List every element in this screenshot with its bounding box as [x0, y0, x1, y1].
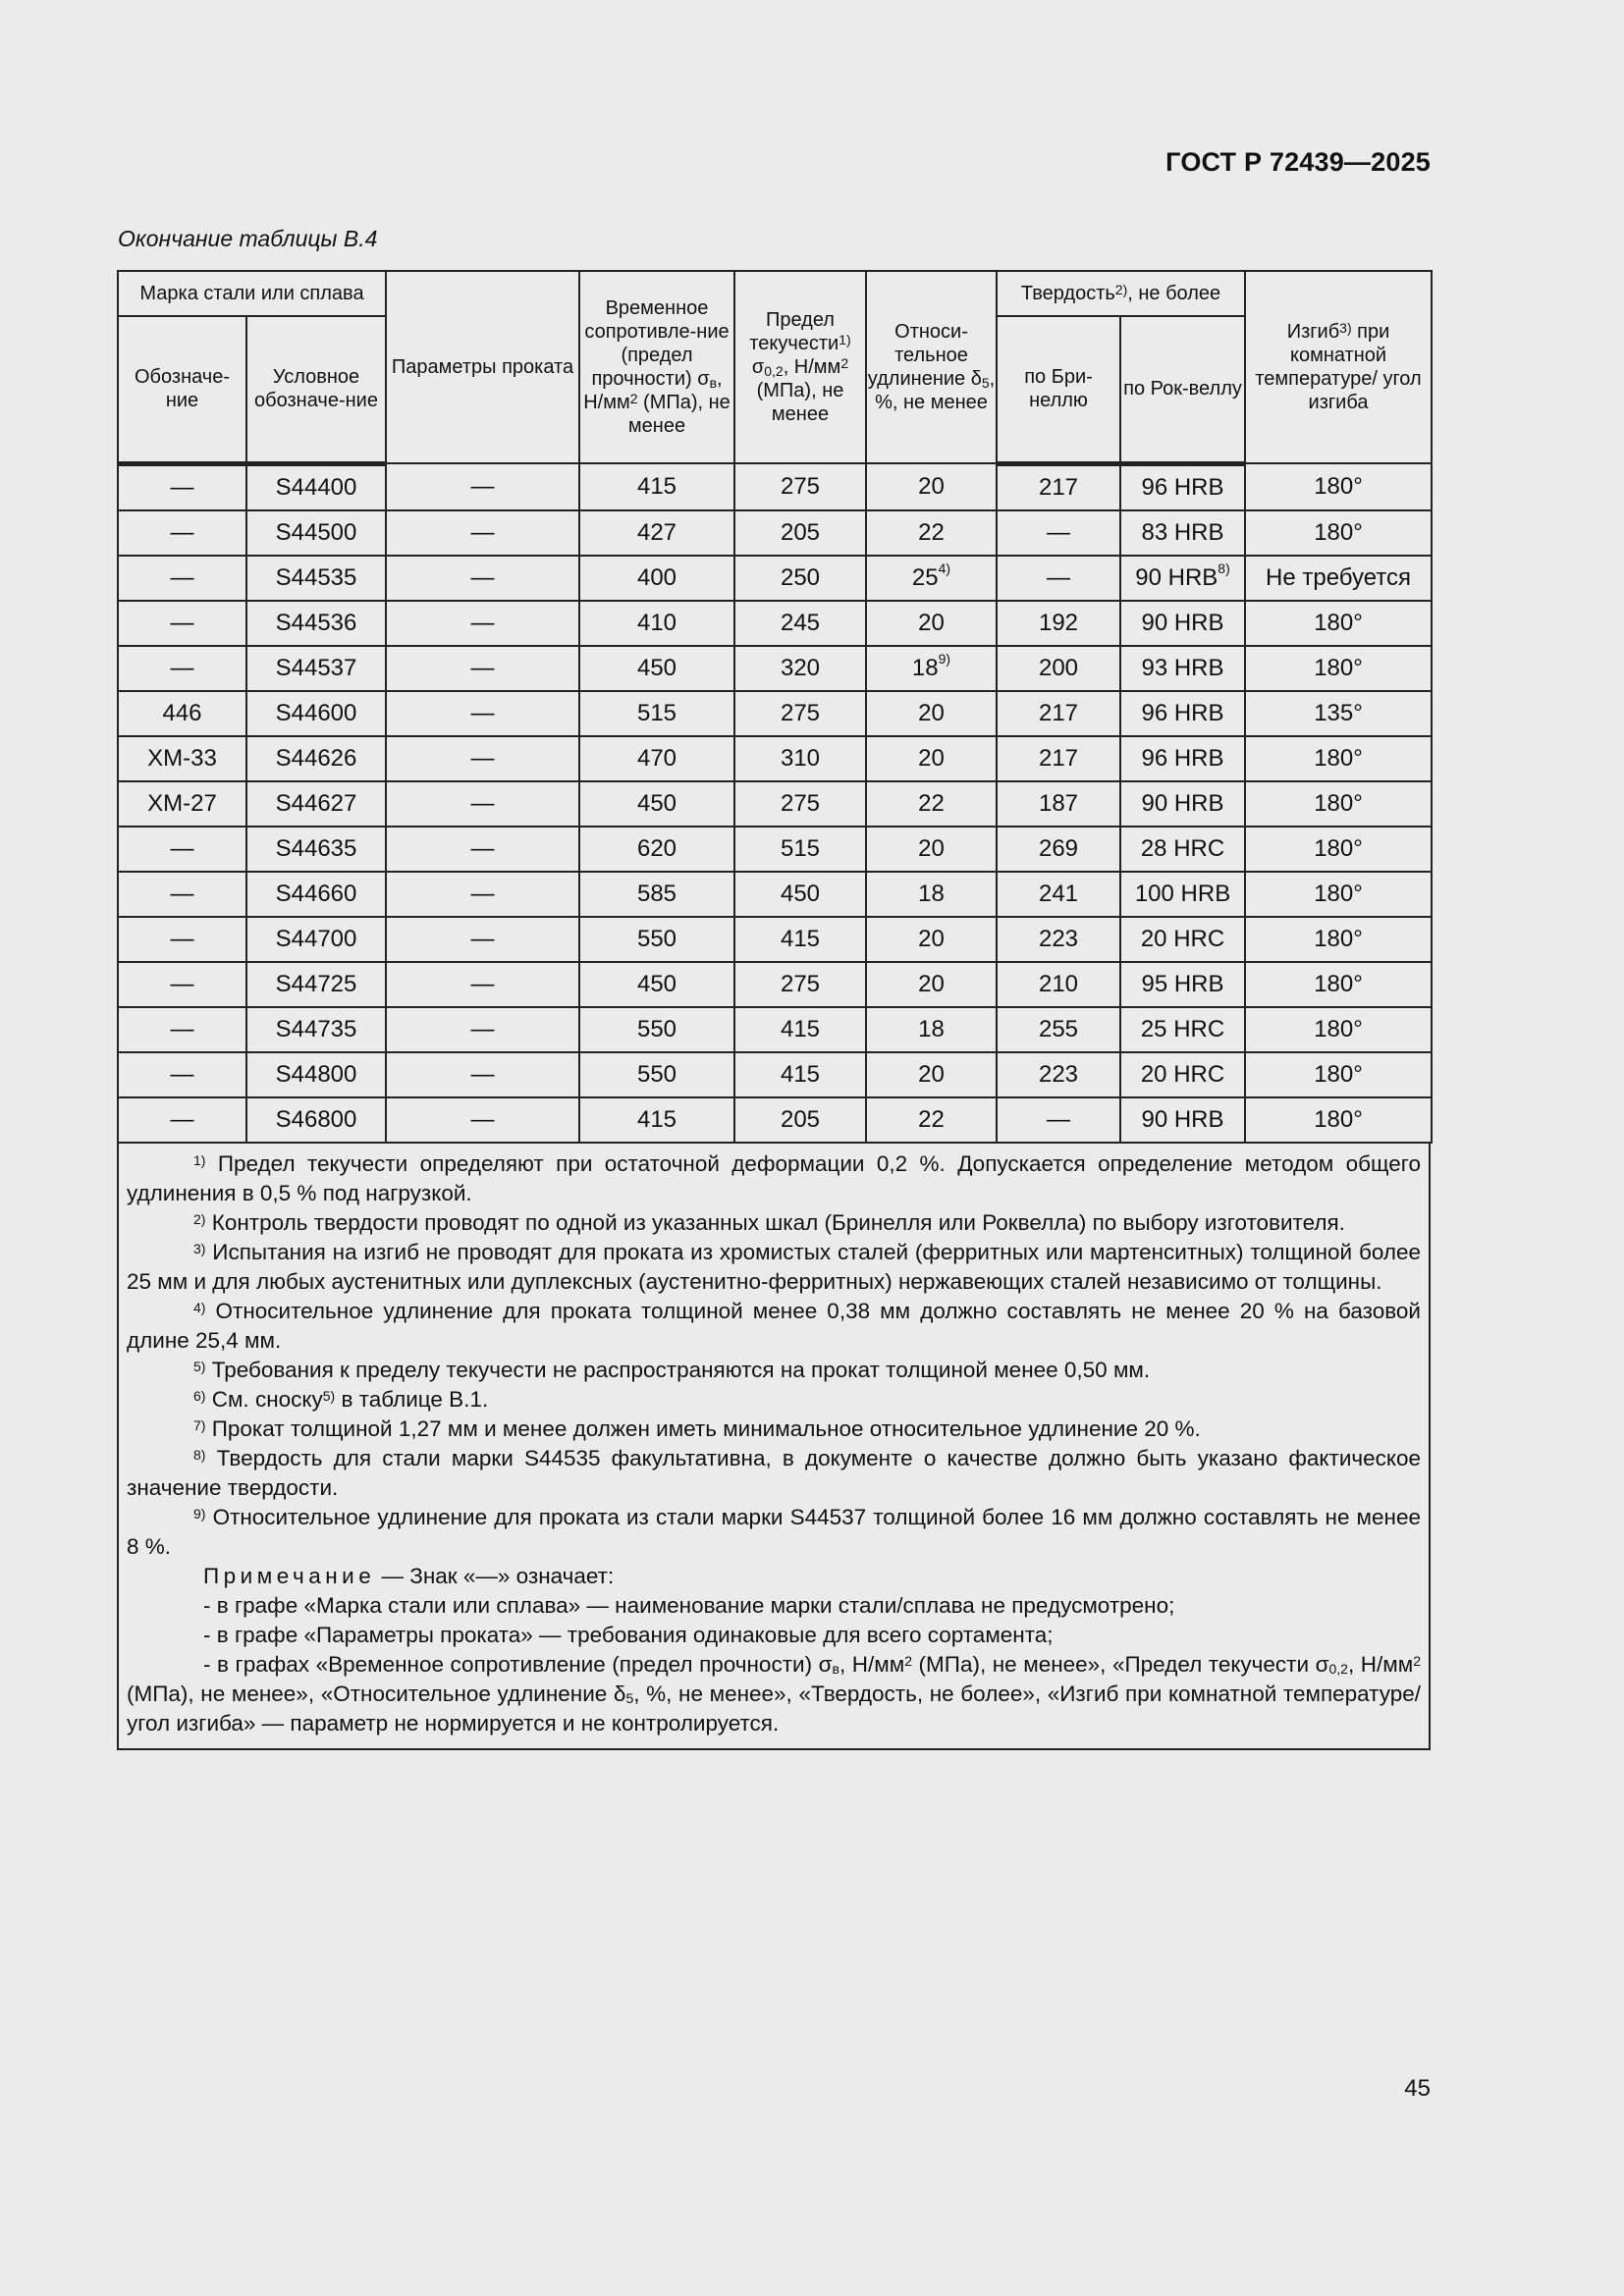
table-cell: 22 [866, 1097, 997, 1143]
table-cell: — [386, 962, 579, 1007]
table-cell: 83 HRB [1120, 510, 1245, 556]
table-cell: 446 [118, 691, 246, 736]
table-cell: S44500 [246, 510, 386, 556]
table-cell: 180° [1245, 1097, 1432, 1143]
table-cell: 515 [579, 691, 734, 736]
table-cell: 22 [866, 781, 997, 827]
table-cell: — [386, 917, 579, 962]
note-intro: — Знак «—» означает: [375, 1563, 615, 1588]
table-cell: XM-33 [118, 736, 246, 781]
table-cell: 22 [866, 510, 997, 556]
table-cell: — [118, 1097, 246, 1143]
table-cell: — [118, 1007, 246, 1052]
table-cell: 217 [997, 463, 1120, 510]
table-cell: 180° [1245, 872, 1432, 917]
table-cell: 90 HRB [1120, 601, 1245, 646]
table-cell: Не требуется [1245, 556, 1432, 601]
table-cell: — [386, 463, 579, 510]
table-cell: 415 [734, 1052, 866, 1097]
table-cell: — [118, 872, 246, 917]
table-cell: — [386, 601, 579, 646]
table-cell: 200 [997, 646, 1120, 691]
table-cell: 20 [866, 917, 997, 962]
table-cell: 255 [997, 1007, 1120, 1052]
table-cell: 20 [866, 736, 997, 781]
table-cell: 180° [1245, 510, 1432, 556]
table-cell: 550 [579, 1007, 734, 1052]
table-cell: — [386, 691, 579, 736]
table-row [118, 691, 1432, 736]
table-cell: 96 HRB [1120, 463, 1245, 510]
table-cell: S44535 [246, 556, 386, 601]
table-row [118, 781, 1432, 827]
header-hardness: Твердость$^{2)}$, не более [997, 271, 1245, 316]
footnote: $^{3)}$ Испытания на изгиб не проводят для проката из хромистых сталей (ферритных или мартенситных) толщиной более 25 мм и для любых аустенитных или дуплексных (аустенитно-ферритных) нержавеющих сталей независимо от толщины. [127, 1239, 1422, 1294]
table-cell: 223 [997, 917, 1120, 962]
table-cell: S44700 [246, 917, 386, 962]
table-cell: — [118, 1052, 246, 1097]
table-cell: S44536 [246, 601, 386, 646]
footnote: $^{4)}$ Относительное удлинение для проката толщиной менее 0,38 мм должно составлять не менее 20 % на базовой длине 25,4 мм. [127, 1298, 1421, 1353]
table-row [118, 962, 1432, 1007]
table-cell: 223 [997, 1052, 1120, 1097]
table-cell: 93 HRB [1120, 646, 1245, 691]
table-cell: S44400 [246, 463, 386, 510]
table-cell: 100 HRB [1120, 872, 1245, 917]
table-cell: 217 [997, 736, 1120, 781]
table-row [118, 601, 1432, 646]
footnote: $^{9)}$ Относительное удлинение для проката из стали марки S44537 толщиной более 16 мм должно составлять не менее 8 %. [127, 1504, 1421, 1559]
header-brinell: по Бри-неллю [997, 316, 1120, 463]
table-cell: 180° [1245, 917, 1432, 962]
table-cell: — [118, 601, 246, 646]
table-cell: 450 [579, 646, 734, 691]
header-strength: Временное сопротивле-ние (предел прочности) $\sigma_в$, $Н/мм^2$ (МПа), не менее [579, 271, 734, 463]
table-cell: 20 [866, 463, 997, 510]
table-cell: 217 [997, 691, 1120, 736]
table-cell: 410 [579, 601, 734, 646]
header-steel-grade: Марка стали или сплава [118, 271, 386, 316]
table-cell: 620 [579, 827, 734, 872]
table-cell: 415 [734, 1007, 866, 1052]
data-table-container [117, 270, 1431, 1750]
table-cell: 450 [579, 962, 734, 1007]
table-row [118, 510, 1432, 556]
footnote: $^{8)}$ Твердость для стали марки S44535 факультативна, в документе о качестве должно быть указано фактическое значение твердости. [127, 1445, 1421, 1500]
table-cell: — [386, 1052, 579, 1097]
footnote: $^{1)}$ Предел текучести определяют при остаточной деформации 0,2 %. Допускается определение методом общего удлинения в 0,5 % под нагрузкой. [127, 1150, 1421, 1205]
table-cell: S44735 [246, 1007, 386, 1052]
table-cell: — [118, 827, 246, 872]
table-cell: 320 [734, 646, 866, 691]
table-cell: 180° [1245, 463, 1432, 510]
table-cell: 205 [734, 1097, 866, 1143]
table-cell: — [386, 1007, 579, 1052]
table-cell: S46800 [246, 1097, 386, 1143]
note-item: - в графе «Марка стали или сплава» — наименование марки стали/сплава не предусмотрено; [203, 1592, 1175, 1618]
table-cell: — [118, 917, 246, 962]
table-cell: 275 [734, 962, 866, 1007]
table-cell: 96 HRB [1120, 736, 1245, 781]
footnote-list [127, 1149, 1421, 1562]
table-row [118, 872, 1432, 917]
table-cell: 135° [1245, 691, 1432, 736]
table-cell: 90 HRB [1120, 1097, 1245, 1143]
table-cell: — [118, 556, 246, 601]
header-designation: Обозначе-ние [118, 316, 246, 463]
table-row [118, 1097, 1432, 1143]
table-cell: 20 HRC [1120, 1052, 1245, 1097]
table-cell: — [118, 463, 246, 510]
footnote: $^{2)}$ Контроль твердости проводят по одной из указанных шкал (Бринелля или Роквелла) по выбору изготовителя. [193, 1209, 1345, 1235]
table-cell: XM-27 [118, 781, 246, 827]
table-cell: 20 [866, 691, 997, 736]
table-cell: 20 [866, 827, 997, 872]
table-cell: 180° [1245, 601, 1432, 646]
table-cell: 275 [734, 781, 866, 827]
table-cell: 550 [579, 917, 734, 962]
document-code: ГОСТ Р 72439—2025 [1165, 147, 1431, 177]
table-cell: 187 [997, 781, 1120, 827]
header-conventional: Условное обозначе-ние [246, 316, 386, 463]
table-cell: 28 HRC [1120, 827, 1245, 872]
table-row [118, 736, 1432, 781]
table-cell: 25$^{4)}$ [866, 556, 997, 601]
table-cell: 269 [997, 827, 1120, 872]
data-table [117, 270, 1433, 1144]
table-cell: 550 [579, 1052, 734, 1097]
note-item: - в графе «Параметры проката» — требования одинаковые для всего сортамента; [203, 1622, 1054, 1647]
table-cell: — [386, 872, 579, 917]
header-params: Параметры проката [386, 271, 579, 463]
table-cell: — [997, 1097, 1120, 1143]
table-cell: 415 [734, 917, 866, 962]
table-cell: 415 [579, 463, 734, 510]
table-cell: 241 [997, 872, 1120, 917]
table-row [118, 646, 1432, 691]
table-cell: — [386, 736, 579, 781]
table-cell: 250 [734, 556, 866, 601]
table-cell: 20 [866, 1052, 997, 1097]
table-cell: S44660 [246, 872, 386, 917]
table-cell: S44635 [246, 827, 386, 872]
page-number: 45 [1404, 2075, 1431, 2102]
table-cell: 245 [734, 601, 866, 646]
table-cell: — [997, 556, 1120, 601]
table-cell: 180° [1245, 827, 1432, 872]
table-cell: S44725 [246, 962, 386, 1007]
table-row [118, 827, 1432, 872]
header-yield: Предел текучести$^{1)}$ $\sigma_{0,2}$, $Н/мм^2$ (МПа), не менее [734, 271, 866, 463]
table-cell: 180° [1245, 646, 1432, 691]
table-cell: — [386, 510, 579, 556]
table-cell: — [118, 646, 246, 691]
table-row [118, 917, 1432, 962]
table-row [118, 1007, 1432, 1052]
table-cell: 415 [579, 1097, 734, 1143]
table-cell: 275 [734, 691, 866, 736]
table-cell: 20 [866, 962, 997, 1007]
header-rockwell: по Рок-веллу [1120, 316, 1245, 463]
table-cell: 20 HRC [1120, 917, 1245, 962]
note-label: Примечание [203, 1563, 376, 1588]
table-cell: 310 [734, 736, 866, 781]
table-cell: 18$^{9)}$ [866, 646, 997, 691]
table-cell: 96 HRB [1120, 691, 1245, 736]
table-cell: 450 [579, 781, 734, 827]
table-cell: 180° [1245, 1052, 1432, 1097]
table-caption: Окончание таблицы В.4 [118, 226, 378, 251]
footnotes-block [117, 1144, 1431, 1750]
note-heading [127, 1562, 1421, 1591]
table-cell: — [118, 510, 246, 556]
table-cell: — [386, 781, 579, 827]
table-cell: 20 [866, 601, 997, 646]
table-body [118, 463, 1432, 1143]
table-cell: 400 [579, 556, 734, 601]
table-cell: 585 [579, 872, 734, 917]
table-cell: S44800 [246, 1052, 386, 1097]
table-cell: 25 HRC [1120, 1007, 1245, 1052]
table-cell: S44600 [246, 691, 386, 736]
table-cell: 18 [866, 1007, 997, 1052]
table-cell: S44626 [246, 736, 386, 781]
note-item: - в графах «Временное сопротивление (предел прочности) $\sigma_в$, $Н/мм^2$ (МПа), не менее», «Предел текучести $\sigma_{0,2}$, $Н/мм^2$ (МПа), не менее», «Относительное удлинение $\delta_5$, %, не менее», «Твердость, не более», «Изгиб при комнатной температуре/угол изгиба» — параметр не нормируется и не контролируется. [127, 1651, 1422, 1735]
table-cell: 180° [1245, 736, 1432, 781]
table-cell: 90 HRB [1120, 781, 1245, 827]
footnote: $^{7)}$ Прокат толщиной 1,27 мм и менее должен иметь минимальное относительное удлинение 20 %. [193, 1415, 1201, 1441]
table-row [118, 463, 1432, 510]
table-cell: 18 [866, 872, 997, 917]
table-row [118, 1052, 1432, 1097]
table-cell: — [118, 962, 246, 1007]
table-cell: 180° [1245, 1007, 1432, 1052]
table-cell: 470 [579, 736, 734, 781]
table-cell: 90 HRB$^{8)}$ [1120, 556, 1245, 601]
table-cell: — [997, 510, 1120, 556]
footnote: $^{5)}$ Требования к пределу текучести не распространяются на прокат толщиной менее 0,50 мм. [193, 1357, 1151, 1382]
table-cell: — [386, 646, 579, 691]
table-cell: 275 [734, 463, 866, 510]
table-cell: 205 [734, 510, 866, 556]
footnote: $^{6)}$ См. сноску$^{5)}$ в таблице В.1. [193, 1386, 489, 1412]
table-cell: — [386, 556, 579, 601]
table-cell: 210 [997, 962, 1120, 1007]
table-row [118, 556, 1432, 601]
table-cell: 95 HRB [1120, 962, 1245, 1007]
table-cell: 450 [734, 872, 866, 917]
table-cell: 180° [1245, 781, 1432, 827]
table-cell: S44627 [246, 781, 386, 827]
table-cell: 515 [734, 827, 866, 872]
table-cell: 180° [1245, 962, 1432, 1007]
table-cell: S44537 [246, 646, 386, 691]
header-bend: Изгиб$^{3)}$ при комнатной температуре/ угол изгиба [1245, 271, 1432, 463]
header-elongation: Относи-тельное удлинение $\delta_5$, %, не менее [866, 271, 997, 463]
table-cell: — [386, 1097, 579, 1143]
table-cell: 192 [997, 601, 1120, 646]
table-cell: — [386, 827, 579, 872]
table-cell: 427 [579, 510, 734, 556]
